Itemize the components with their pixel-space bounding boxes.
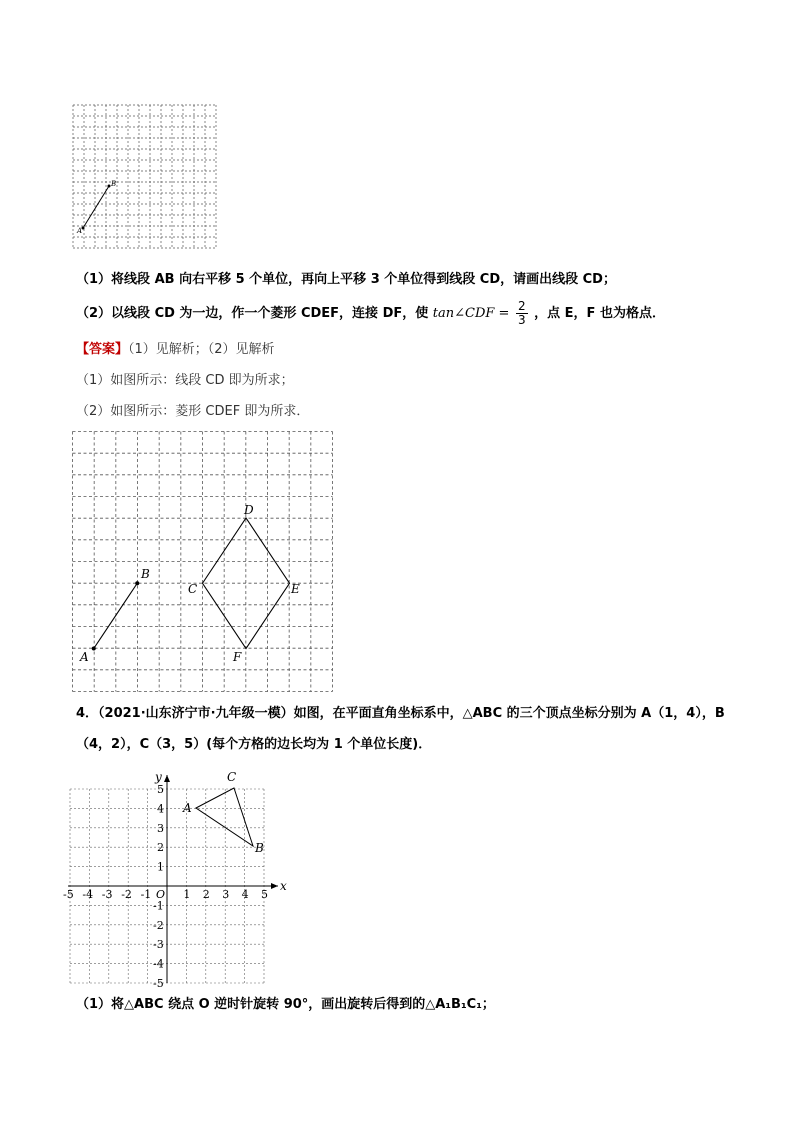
y-tick-label: -2	[153, 918, 164, 932]
x-tick-label: 3	[222, 888, 230, 901]
answer-line-1: （1）如图所示：线段 CD 即为所求；	[76, 373, 294, 388]
x-tick-label: 4	[241, 888, 249, 901]
x-tick-label: -4	[82, 888, 94, 901]
label-a: A	[80, 650, 89, 664]
q3-part1: （1）将线段 AB 向右平移 5 个单位，再向上平移 3 个单位得到线段 CD，请画出线段 CD；	[76, 272, 616, 287]
x-tick-label: -5	[63, 888, 74, 901]
label-d: D	[244, 503, 254, 517]
label-f: F	[233, 650, 242, 664]
y-tick-label: 4	[157, 802, 164, 816]
y-tick-label: 5	[157, 783, 164, 796]
x-tick-label: 2	[202, 888, 210, 901]
q4-part1: （1）将△ABC 绕点 O 逆时针旋转 90°，画出旋转后得到的△A₁B₁C₁；	[76, 997, 495, 1012]
x-tick-label: -1	[140, 888, 152, 901]
y-axis-arrow	[164, 775, 170, 782]
q4-line-1: 4．（2021·山东济宁市·九年级一模）如图，在平面直角坐标系中，△ABC 的三个顶点坐标分别为 A（1，4），B	[76, 706, 725, 721]
fraction-denominator: 3	[517, 313, 526, 327]
figure-grid-rhombus	[72, 431, 333, 692]
y-tick-label: -5	[153, 977, 164, 990]
y-tick-label: 1	[157, 860, 164, 874]
answer-summary: （1）见解析；（2）见解析	[128, 342, 275, 357]
y-axis-label: y	[155, 770, 162, 784]
answer-tag: 【答案】	[76, 342, 129, 357]
label-tri-b: B	[255, 841, 264, 855]
segment-ab-small	[83, 186, 109, 228]
label-e: E	[291, 582, 300, 596]
q3-part2-post: ，点 E，F 也为格点．	[534, 306, 665, 321]
y-tick-label: -3	[153, 938, 164, 952]
q4-line-2: （4，2），C（3，5）(每个方格的边长均为 1 个单位长度)．	[76, 737, 432, 752]
x-axis-arrow	[271, 883, 278, 889]
y-tick-label: -1	[153, 899, 164, 913]
x-tick-label: 1	[183, 888, 191, 901]
q3-part2-pre: （2）以线段 CD 为一边，作一个菱形 CDEF，连接 DF，使	[76, 306, 429, 321]
label-tri-c: C	[227, 770, 237, 784]
point-b	[135, 581, 139, 585]
x-tick-label: 5	[261, 888, 268, 901]
figure-coordinate-plane	[63, 760, 300, 990]
point-a	[92, 647, 96, 651]
answer-summary-line	[76, 341, 275, 359]
label-a-small: A	[77, 227, 83, 235]
figure-grid-small	[72, 104, 218, 250]
y-tick-label: 3	[157, 821, 164, 835]
y-tick-label: 2	[157, 841, 164, 855]
x-tick-label: -2	[121, 888, 132, 901]
label-c: C	[188, 582, 198, 596]
y-tick-label: -4	[153, 957, 164, 971]
origin-label: O	[156, 888, 166, 901]
label-b-small: B	[111, 180, 117, 188]
q3-tan-expression: tan∠CDF =	[432, 306, 510, 321]
fraction-2-3	[516, 300, 528, 327]
x-tick-label: -3	[101, 888, 113, 901]
label-tri-a: A	[183, 801, 192, 815]
answer-line-2: （2）如图所示：菱形 CDEF 即为所求．	[76, 404, 310, 419]
q3-part2	[76, 300, 665, 327]
fraction-numerator: 2	[517, 299, 526, 313]
label-b: B	[141, 567, 150, 581]
x-axis-label: x	[280, 879, 287, 893]
